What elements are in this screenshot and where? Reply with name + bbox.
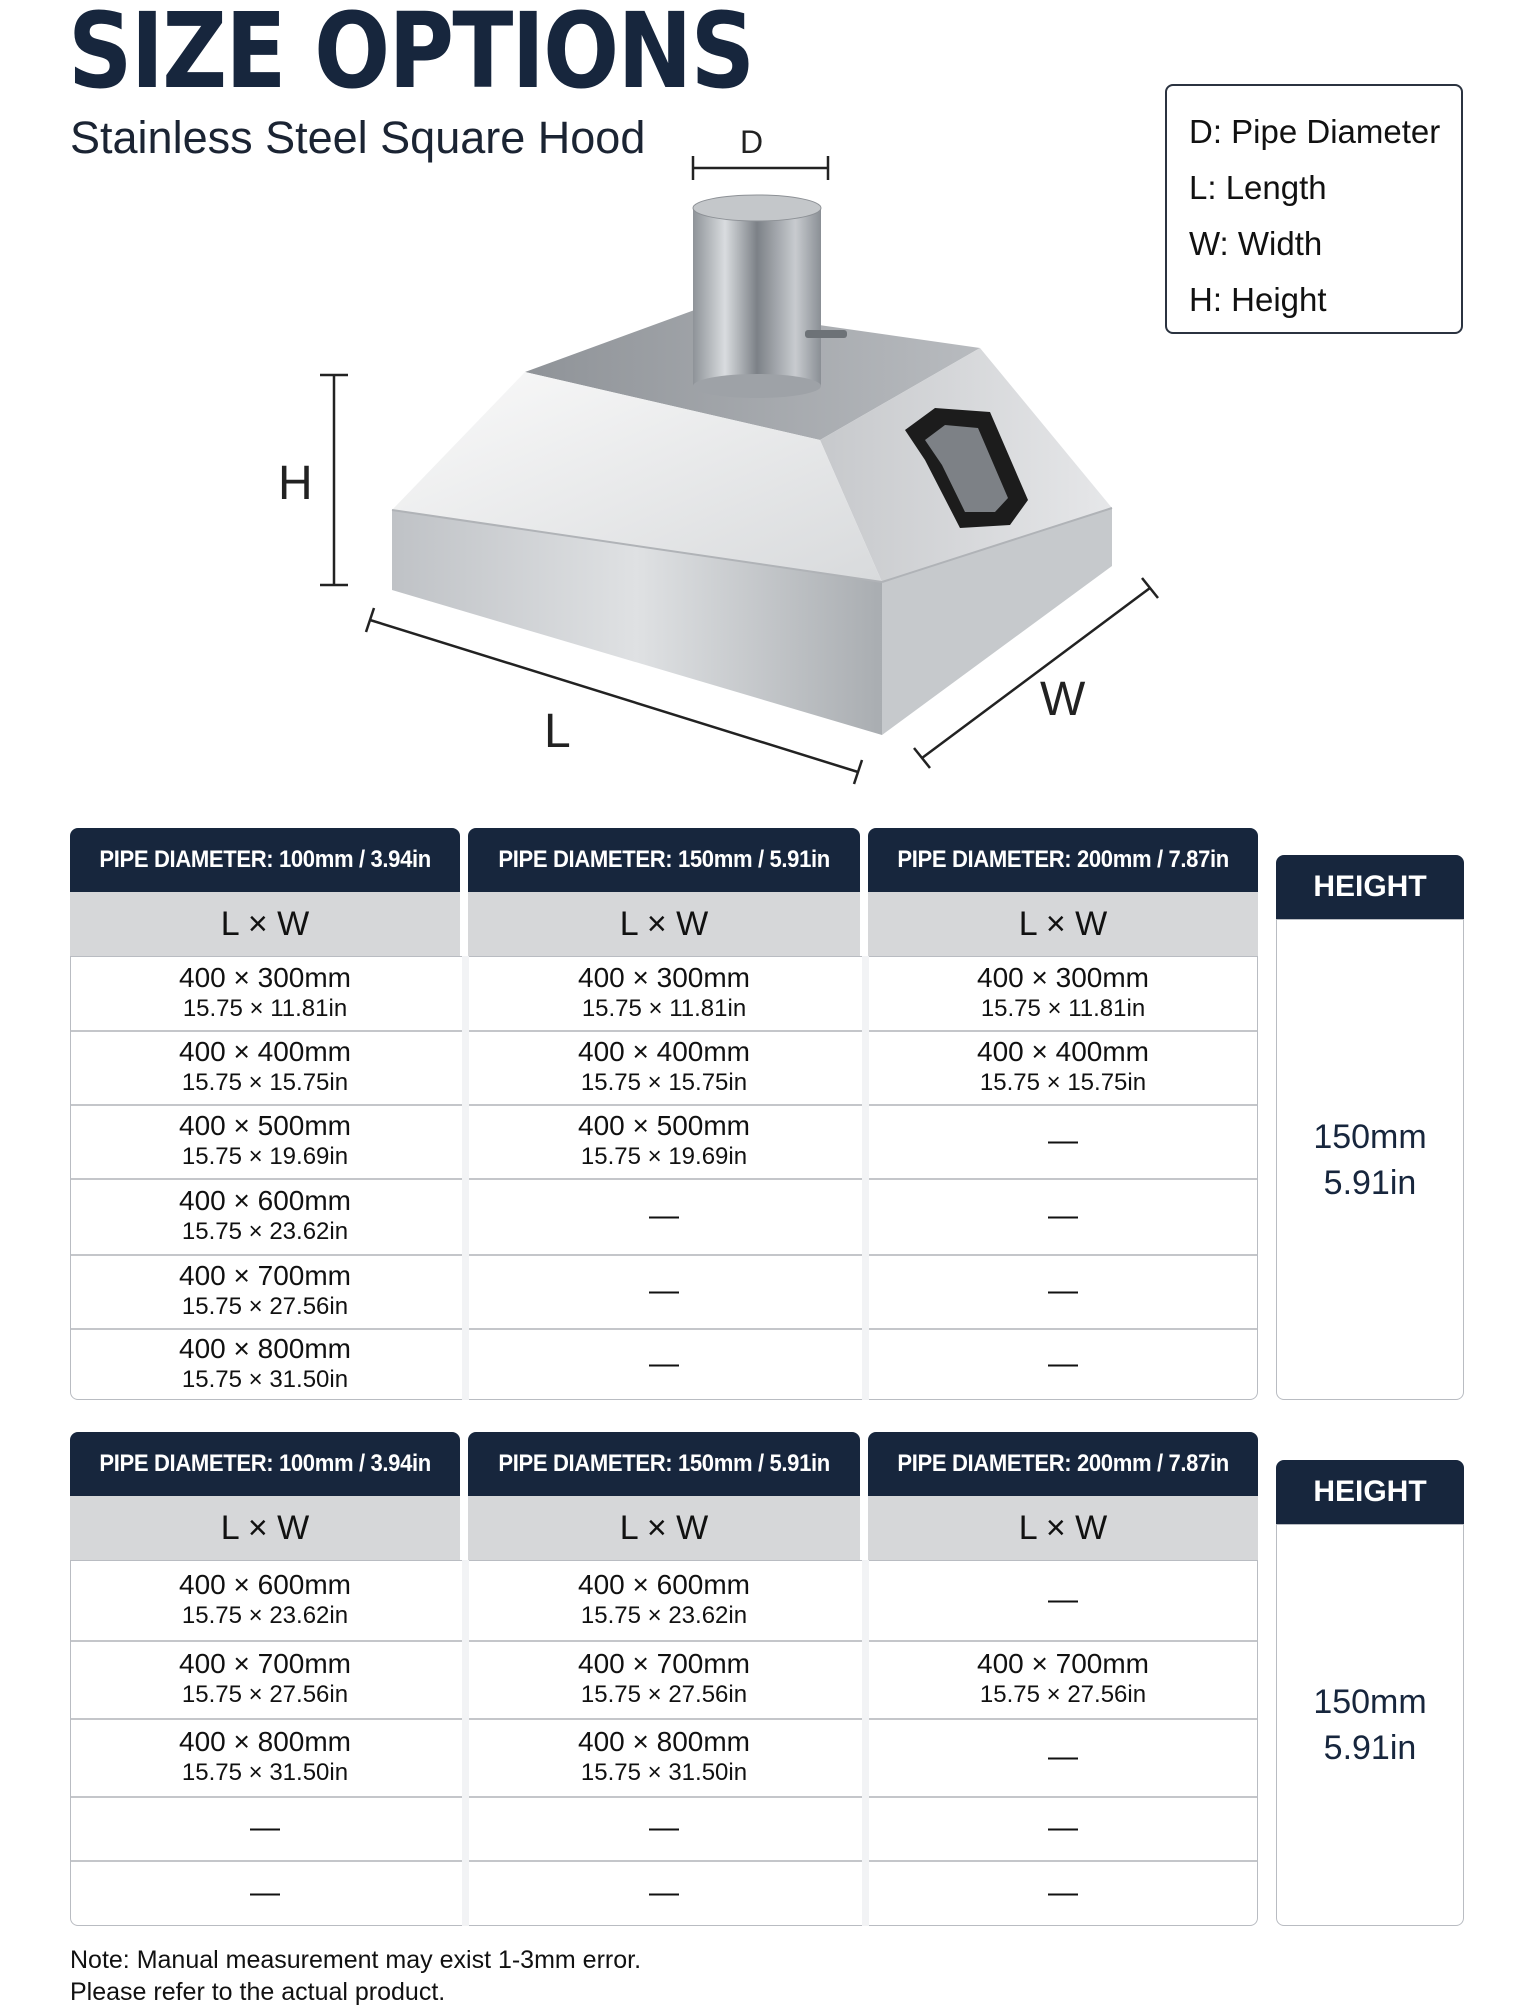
- size-in: 15.75 × 11.81in: [182, 995, 348, 1022]
- table-cell: [468, 1718, 860, 1796]
- table-cell: [868, 1640, 1258, 1718]
- empty-cell-dash: —: [649, 1811, 679, 1844]
- table-cell: [868, 1796, 1258, 1860]
- height-mm: 150mm: [1313, 1683, 1427, 1721]
- table1-header-200mm: PIPE DIAMETER: 200mm / 7.87in: [868, 828, 1258, 892]
- size-mm: 400 × 700mm: [977, 1648, 1149, 1679]
- table-cell: [70, 1718, 460, 1796]
- legend-item-h: H: Height: [1189, 281, 1327, 318]
- table2-subheader-lw: L × W: [70, 1496, 460, 1560]
- table-cell: [868, 1860, 1258, 1926]
- table-cell: [868, 1718, 1258, 1796]
- size-mm: 400 × 700mm: [179, 1260, 351, 1291]
- table-cell: [468, 1328, 860, 1400]
- size-mm: 400 × 300mm: [578, 962, 750, 993]
- table-cell: [468, 1030, 860, 1104]
- size-in: 15.75 × 23.62in: [181, 1602, 349, 1629]
- table2-header-150mm: PIPE DIAMETER: 150mm / 5.91in: [468, 1432, 860, 1496]
- dimension-label-l: L: [544, 705, 571, 758]
- size-in: 15.75 × 19.69in: [181, 1143, 349, 1170]
- empty-cell-dash: —: [649, 1274, 679, 1307]
- size-mm: 400 × 800mm: [179, 1333, 351, 1364]
- empty-cell-dash: —: [1048, 1876, 1078, 1909]
- empty-cell-dash: —: [1048, 1124, 1078, 1157]
- table-cell: [70, 1640, 460, 1718]
- size-in: 15.75 × 15.75in: [979, 1069, 1147, 1096]
- size-mm: 400 × 600mm: [179, 1185, 351, 1216]
- empty-cell-dash: —: [1048, 1811, 1078, 1844]
- column-divider: [462, 1560, 469, 1926]
- size-mm: 400 × 700mm: [179, 1648, 351, 1679]
- table-cell: [868, 1178, 1258, 1254]
- size-in: 15.75 × 27.56in: [181, 1293, 349, 1320]
- size-mm: 400 × 400mm: [179, 1036, 351, 1067]
- table-cell: [868, 1560, 1258, 1640]
- size-in: 15.75 × 23.62in: [181, 1218, 349, 1245]
- table1-height-header: HEIGHT: [1276, 855, 1464, 919]
- page-title: SIZE OPTIONS: [68, 0, 754, 112]
- note-line-2: Please refer to the actual product.: [70, 1978, 446, 2006]
- table2-height-value: [1276, 1524, 1464, 1926]
- table-cell: [868, 1104, 1258, 1178]
- size-mm: 400 × 800mm: [179, 1726, 351, 1757]
- dimension-label-w: W: [1040, 673, 1086, 726]
- table-cell: [868, 1254, 1258, 1328]
- size-in: 15.75 × 23.62in: [580, 1602, 748, 1629]
- height-in: 5.91in: [1323, 1729, 1417, 1767]
- size-in: 15.75 × 27.56in: [580, 1681, 748, 1708]
- table-cell: [468, 1254, 860, 1328]
- size-mm: 400 × 500mm: [179, 1110, 351, 1141]
- size-in: 15.75 × 31.50in: [580, 1759, 748, 1786]
- legend-item-w: W: Width: [1189, 225, 1323, 262]
- table-cell: [70, 1030, 460, 1104]
- size-in: 15.75 × 27.56in: [181, 1681, 349, 1708]
- page-subtitle: Stainless Steel Square Hood: [70, 112, 646, 163]
- table-cell: [468, 1178, 860, 1254]
- table1-subheader-lw: L × W: [468, 892, 860, 956]
- size-in: 15.75 × 15.75in: [181, 1069, 349, 1096]
- table-cell: [70, 1860, 460, 1926]
- column-divider: [862, 1560, 869, 1926]
- table-cell: [468, 1640, 860, 1718]
- empty-cell-dash: —: [250, 1811, 280, 1844]
- table-cell: [468, 1860, 860, 1926]
- table-cell: [868, 1328, 1258, 1400]
- size-mm: 400 × 400mm: [977, 1036, 1149, 1067]
- table-cell: [70, 1178, 460, 1254]
- table2-subheader-lw: L × W: [468, 1496, 860, 1560]
- table2-subheader-lw: L × W: [868, 1496, 1258, 1560]
- table-cell: [70, 956, 460, 1030]
- table1-subheader-lw: L × W: [70, 892, 460, 956]
- size-mm: 400 × 600mm: [578, 1569, 750, 1600]
- table-cell: [868, 956, 1258, 1030]
- empty-cell-dash: —: [649, 1347, 679, 1380]
- table-cell: [70, 1254, 460, 1328]
- dimension-label-h: H: [278, 457, 313, 510]
- size-in: 15.75 × 15.75in: [580, 1069, 748, 1096]
- size-in: 15.75 × 31.50in: [181, 1759, 349, 1786]
- legend-item-l: L: Length: [1189, 169, 1327, 206]
- table1-header-100mm: PIPE DIAMETER: 100mm / 3.94in: [70, 828, 460, 892]
- table-cell: [468, 1796, 860, 1860]
- empty-cell-dash: —: [1048, 1274, 1078, 1307]
- table2-height-header: HEIGHT: [1276, 1460, 1464, 1524]
- table-cell: [868, 1030, 1258, 1104]
- table-cell: [70, 1328, 460, 1400]
- dimension-label-d: D: [740, 124, 764, 160]
- empty-cell-dash: —: [649, 1876, 679, 1909]
- empty-cell-dash: —: [1048, 1347, 1078, 1380]
- table2-header-100mm: PIPE DIAMETER: 100mm / 3.94in: [70, 1432, 460, 1496]
- column-divider: [462, 956, 469, 1400]
- table-cell: [468, 1560, 860, 1640]
- table-cell: [468, 956, 860, 1030]
- table2-header-200mm: PIPE DIAMETER: 200mm / 7.87in: [868, 1432, 1258, 1496]
- size-in: 15.75 × 27.56in: [979, 1681, 1147, 1708]
- hood-illustration: [0, 120, 1200, 800]
- size-mm: 400 × 600mm: [179, 1569, 351, 1600]
- size-mm: 400 × 400mm: [578, 1036, 750, 1067]
- size-mm: 400 × 300mm: [977, 962, 1149, 993]
- empty-cell-dash: —: [1048, 1740, 1078, 1773]
- table-cell: [70, 1560, 460, 1640]
- size-in: 15.75 × 31.50in: [181, 1366, 349, 1393]
- column-divider: [862, 956, 869, 1400]
- table1-subheader-lw: L × W: [868, 892, 1258, 956]
- size-in: 15.75 × 11.81in: [581, 995, 747, 1022]
- dimension-legend: [1165, 84, 1463, 334]
- empty-cell-dash: —: [1048, 1199, 1078, 1232]
- empty-cell-dash: —: [1048, 1583, 1078, 1616]
- empty-cell-dash: —: [649, 1199, 679, 1232]
- size-mm: 400 × 800mm: [578, 1726, 750, 1757]
- size-mm: 400 × 500mm: [578, 1110, 750, 1141]
- empty-cell-dash: —: [250, 1876, 280, 1909]
- size-mm: 400 × 300mm: [179, 962, 351, 993]
- table-cell: [70, 1104, 460, 1178]
- note-line-1: Note: Manual measurement may exist 1-3mm error.: [70, 1946, 642, 1974]
- table-cell: [70, 1796, 460, 1860]
- height-mm: 150mm: [1313, 1117, 1427, 1156]
- table1-header-150mm: PIPE DIAMETER: 150mm / 5.91in: [468, 828, 860, 892]
- table1-height-value: [1276, 919, 1464, 1400]
- legend-item-d: D: Pipe Diameter: [1189, 113, 1441, 150]
- size-in: 15.75 × 11.81in: [980, 995, 1146, 1022]
- size-mm: 400 × 700mm: [578, 1648, 750, 1679]
- table-cell: [468, 1104, 860, 1178]
- height-in: 5.91in: [1323, 1163, 1417, 1202]
- size-in: 15.75 × 19.69in: [580, 1143, 748, 1170]
- hood-pipe: [693, 208, 821, 386]
